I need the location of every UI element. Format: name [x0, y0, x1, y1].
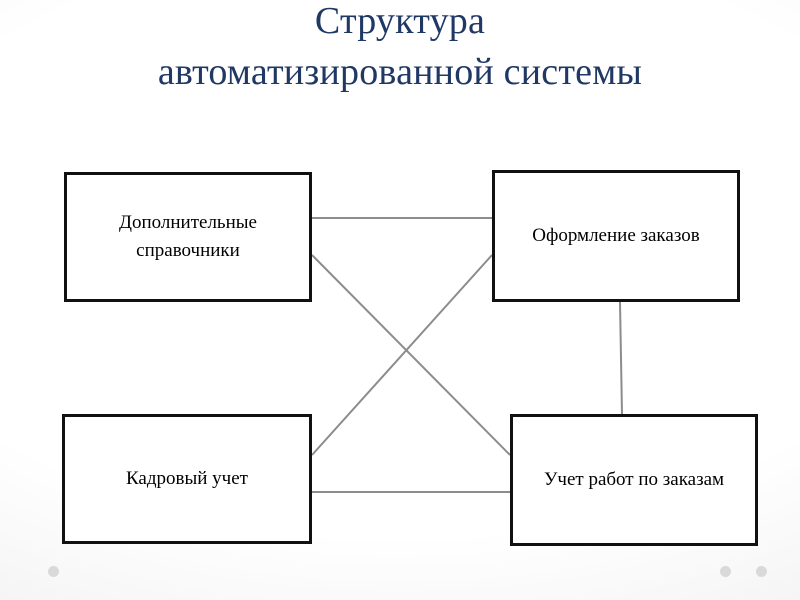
page-title-line-1: Структура: [314, 0, 486, 42]
diagram-node-label: Оформление заказов: [532, 225, 700, 247]
page-title-line-2: автоматизированной системы: [157, 51, 643, 94]
connector-order-process-hr-accounting: [312, 255, 492, 455]
diagram-node-hr-accounting[interactable]: [62, 414, 312, 544]
diagram-node-work-accounting[interactable]: [510, 414, 758, 546]
diagram-node-label: Учет работ по заказам: [543, 469, 725, 491]
dot-icon: [48, 566, 59, 577]
diagram-node-extra-catalogs[interactable]: [64, 172, 312, 302]
diagram-node-label: Дополнительные справочники: [119, 212, 257, 261]
dot-icon: [756, 566, 767, 577]
connector-extra-catalogs-work-accounting: [312, 255, 510, 455]
diagram-node-order-process[interactable]: [492, 170, 740, 302]
dot-icon: [720, 566, 731, 577]
diagram-node-label: Кадровый учет: [126, 468, 248, 490]
connector-order-process-work-accounting: [620, 302, 622, 414]
decorative-dots: [0, 560, 800, 584]
